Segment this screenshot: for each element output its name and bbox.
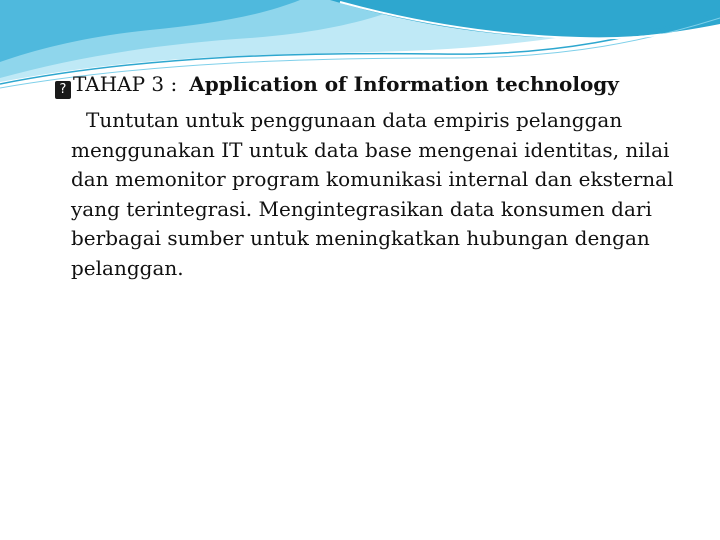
step-title: Application of Information technology (189, 72, 619, 96)
slide-title (55, 72, 619, 99)
missing-glyph-bullet-icon: ? (55, 81, 71, 99)
body-paragraph: Tuntutan untuk penggunaan data empiris pelanggan menggunakan IT untuk data base mengenai identitas, nilai dan memonitor program komunikasi internal dan eksternal yang terintegrasi. Mengintegrasikan data konsumen dari berbagai sumber untuk meningkatkan hubungan dengan pelanggan. (71, 108, 674, 280)
step-prefix: TAHAP 3 : (73, 72, 178, 96)
